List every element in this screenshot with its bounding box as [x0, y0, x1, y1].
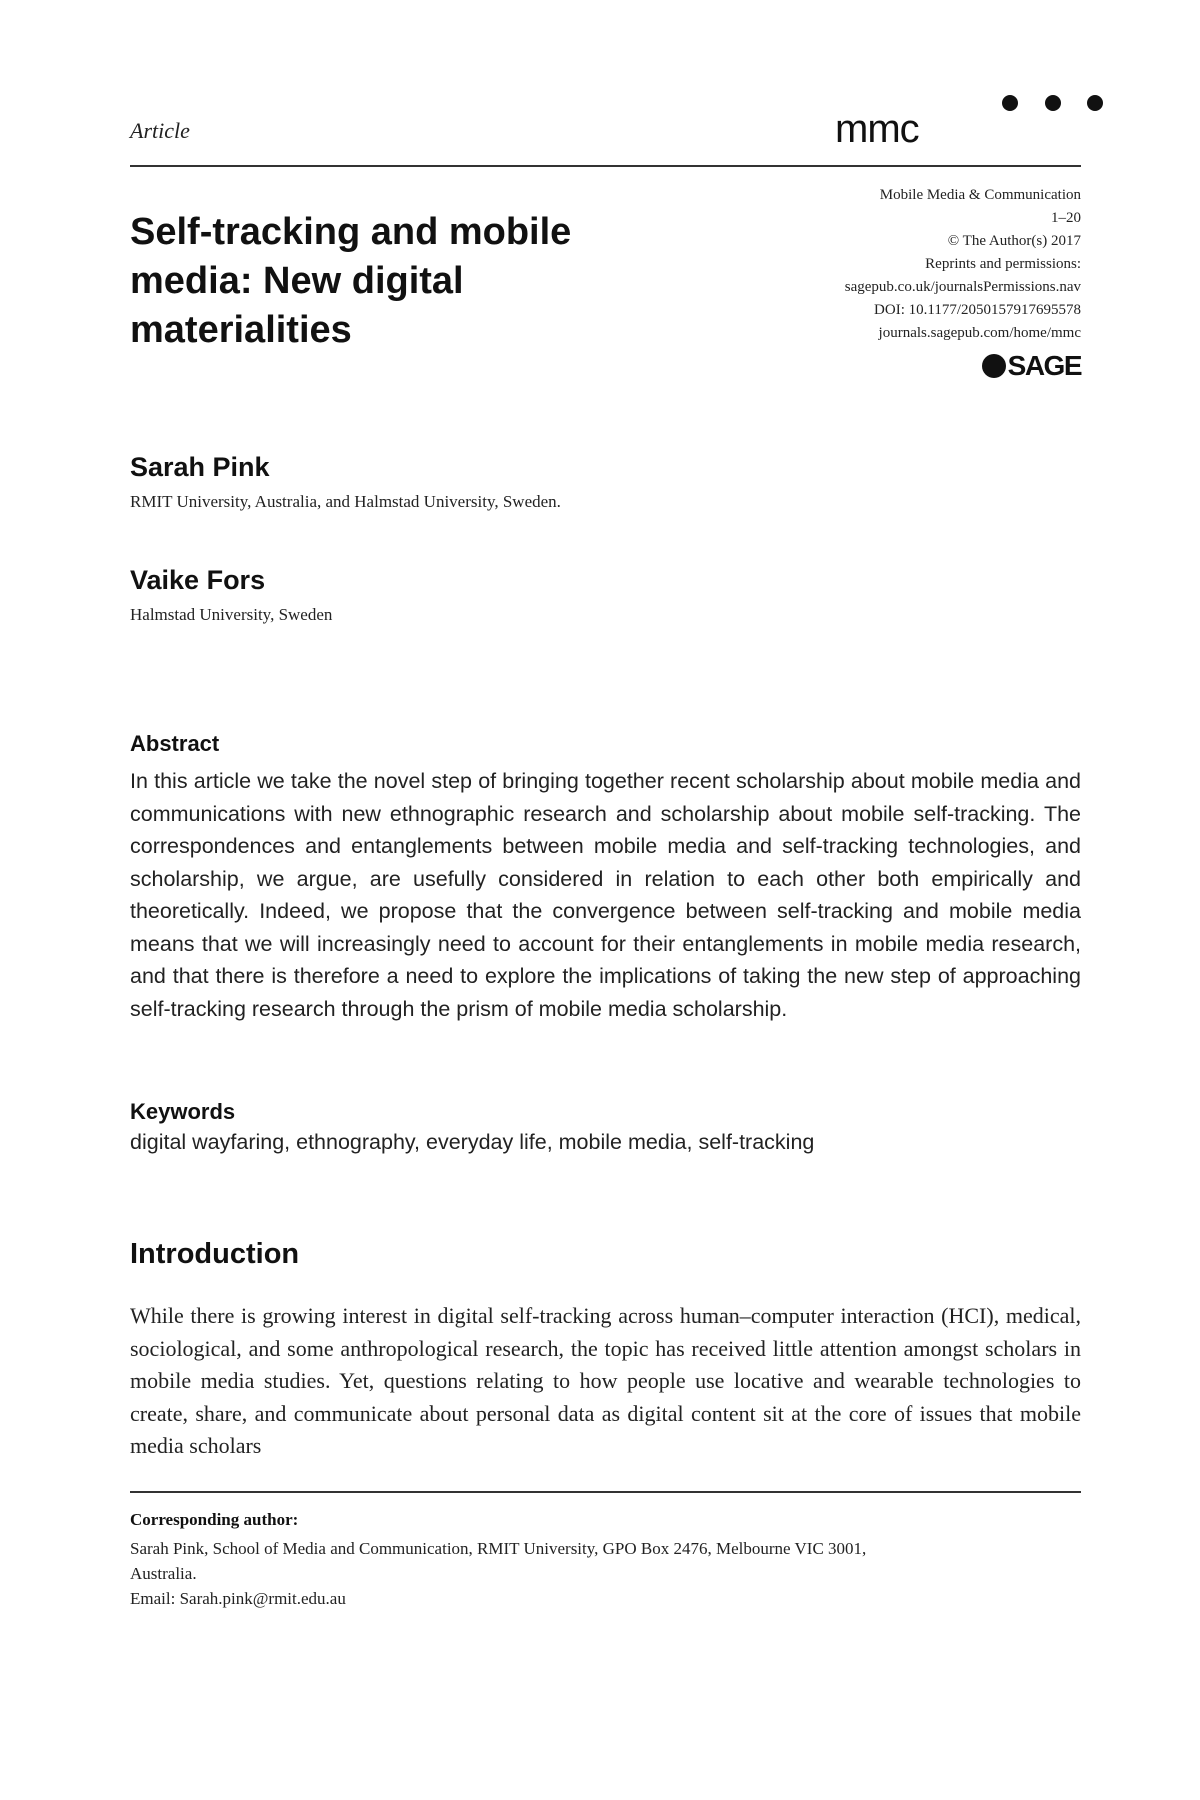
corresponding-address-country: Australia.: [130, 1564, 197, 1583]
sage-logo-text: SAGE: [1007, 350, 1081, 381]
logo-dot-icon: [1002, 95, 1018, 111]
abstract-text: In this article we take the novel step of bringing together recent scholarship about mobile media and communications with new ethnographic research and scholarship about mobile self-tracking. The correspondences and entanglements between mobile media and self-tracking technologies, and scholarship, we argue, are usefully considered in relation to each other both empirically and theoretically. Indeed, we propose that the convergence between self-tracking and mobile media means that we will increasingly need to account for their entanglements in mobile media research, and that there is therefore a need to explore the implications of taking the new step of approaching self-tracking research through the prism of mobile media scholarship.: [130, 769, 1081, 1021]
copyright: © The Author(s) 2017: [947, 233, 1081, 249]
journal-logo-text: mmc: [835, 107, 919, 151]
keywords-text: digital wayfaring, ethnography, everyday life, mobile media, self-tracking: [130, 1130, 815, 1154]
author-name: Sarah Pink: [130, 452, 270, 482]
footnote-rule: [130, 1491, 1081, 1493]
keywords-heading: Keywords: [130, 1099, 236, 1124]
corresponding-address: Sarah Pink, School of Media and Communication, RMIT University, GPO Box 2476, Melbourne VIC 3001,: [130, 1539, 867, 1558]
journal-name: Mobile Media & Communication: [879, 187, 1081, 203]
page-range: 1–20: [1051, 210, 1081, 226]
corresponding-author-label: Corresponding author:: [130, 1510, 299, 1529]
article-type-label: Article: [130, 118, 190, 143]
sage-circle-icon: [982, 354, 1006, 378]
permissions-link[interactable]: sagepub.co.uk/journalsPermissions.nav: [844, 279, 1081, 295]
journal-meta: [845, 184, 1081, 345]
author-name: Vaike Fors: [130, 565, 266, 595]
logo-dot-icon: [1087, 95, 1103, 111]
corresponding-email[interactable]: Email: Sarah.pink@rmit.edu.au: [130, 1589, 346, 1608]
doi[interactable]: DOI: 10.1177/2050157917695578: [874, 302, 1081, 318]
sage-logo: [982, 350, 1081, 382]
header-rule: [130, 165, 1081, 167]
reprints-label: Reprints and permissions:: [925, 256, 1081, 272]
journal-logo: [835, 95, 1085, 155]
logo-dot-icon: [1045, 95, 1061, 111]
introduction-text: While there is growing interest in digital self-tracking across human–computer interaction (HCI), medical, sociological, and some anthropological research, the topic has received little attention amongst scholars in mobile media studies. Yet, questions relating to how people use locative and wearable technologies to create, share, and communicate about personal data as digital content sit at the core of issues that mobile media scholars: [130, 1303, 1081, 1458]
introduction-heading: Introduction: [130, 1238, 300, 1270]
author-affiliation: RMIT University, Australia, and Halmstad University, Sweden.: [130, 492, 561, 511]
journal-home-link[interactable]: journals.sagepub.com/home/mmc: [878, 325, 1081, 341]
article-title: Self-tracking and mobile media: New digital materialities: [130, 211, 572, 351]
abstract-heading: Abstract: [130, 731, 220, 756]
corresponding-author-details: [130, 1536, 1081, 1611]
author-affiliation: Halmstad University, Sweden: [130, 605, 333, 624]
